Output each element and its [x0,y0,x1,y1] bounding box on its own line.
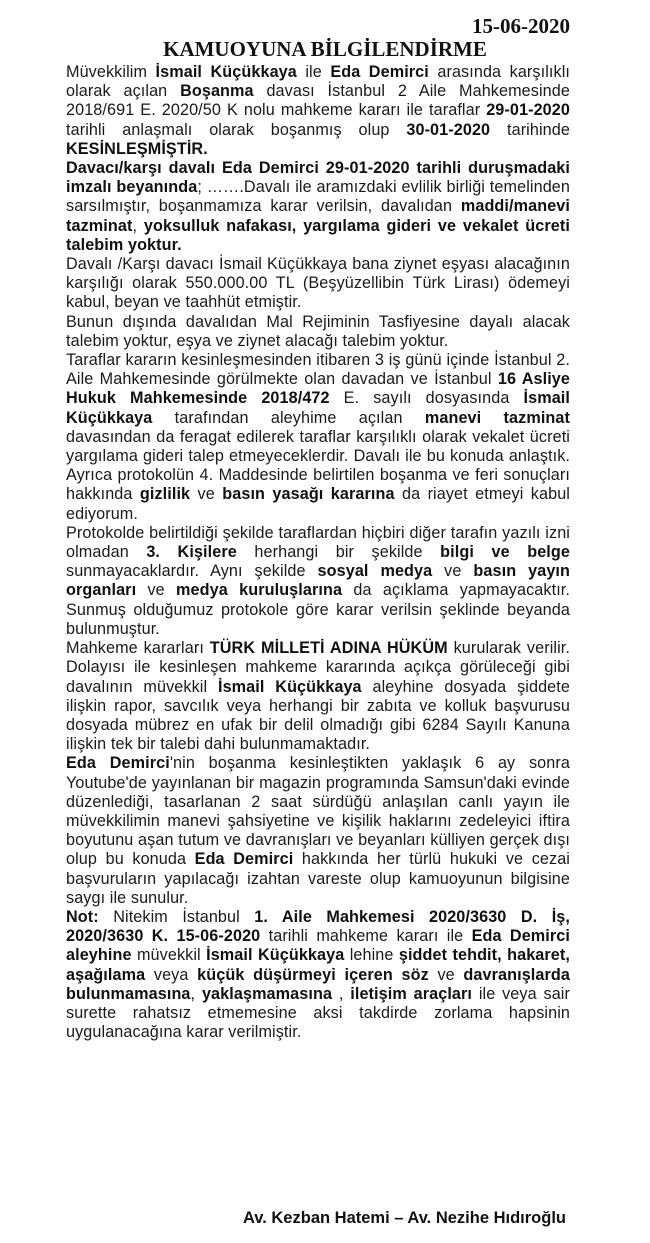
text-run: ve [136,581,177,600]
paragraph [66,908,570,1042]
text-run: davasından da feragat edilerek taraflar karşılıklı olarak vekalet ücreti yargılama gideri talep etmeyeceklerdir. Davalı ile bu konuda anlaştık. Ayrıca protokolün 4. Maddesinde belirtilen boşanma ve feri sonuçları hakkında [66,427,570,504]
text-run: E. sayılı dosyasında [329,389,524,408]
bold-text-run: gizlilik [139,485,191,504]
bold-text-run: basın yasağı kararına [222,485,395,504]
text-run: Nitekim İstanbul [98,907,255,926]
bold-text-run: bilgi ve belge [440,543,570,562]
text-run: tarihli mahkeme kararı ile [260,927,472,946]
paragraph [66,255,570,313]
text-run: ile [296,63,331,81]
bold-text-run: İsmail Küçükkaya [206,946,345,965]
bold-text-run: Eda Demirci [194,850,294,869]
bold-text-run: Eda Demirci [66,754,170,773]
paragraph [66,524,570,639]
paragraph [66,63,570,159]
text-run: tarihinde [490,120,570,139]
bold-text-run: davranışlarda bulunmamasına [66,965,570,1003]
text-run: 'nin boşanma kesinleştikten yaklaşık 6 ay sonra Youtube'de yayınlanan bir magazin programında Samsun'daki evinde düzenlediği, tasarlanan 2 saat sürdüğü anlaşılan canlı yayın ile müvekkilimin manevi şahsiyetine ve kişilik haklarını zedeleyici iftira boyutunu aşan tutum ve davranışları ve beyanları külliyen gerçek dışı olup bu konuda [66,754,570,869]
bold-text-run: yoksulluk nafakası, yargılama gideri ve vekalet ücreti talebim yoktur. [66,216,570,254]
paragraph [66,639,570,754]
bold-text-run: maddi/manevi tazminat [66,197,570,235]
text-run: hakkında her türlü hukuki ve cezai başvuruların yapılacağı izahtan vareste olup kamuoyunun bilgisine saygı ile sunulur. [66,850,570,907]
paragraph [66,351,570,524]
bold-text-run: Boşanma [180,82,254,101]
bold-text-run: Eda Demirci [330,63,429,81]
text-run: müvekkil [131,946,207,965]
signature: Av. Kezban Hatemi – Av. Nezihe Hıdıroğlu [242,1209,566,1227]
text-run: sunmayacaklardır. Aynı şekilde [66,562,318,581]
text-run: Bunun dışında davalıdan Mal Rejiminin Tasfiyesine dayalı alacak talebim yoktur, eşya ve ziynet alacağı talebim yoktur. [66,312,570,350]
bold-text-run: Not: [66,907,99,926]
text-run: , [190,984,202,1003]
text-run: ; …….Davalı ile aramızdaki evlilik birliği temelinden sarsılmıştır, boşanmamıza karar verilsin, davalıdan [66,178,570,216]
bold-text-run: İsmail Küçükkaya [66,389,570,427]
bold-text-run: 1. Aile Mahkemesi 2020/3630 D. İş, 2020/3630 K. 15-06-2020 [66,907,570,946]
text-run: arasında karşılıklı olarak açılan [66,63,570,101]
bold-text-run: iletişim araçları [350,984,473,1003]
bold-text-run: 29-01-2020 [486,101,570,120]
paragraph [66,159,570,255]
bold-text-run: sosyal medya [317,562,433,581]
text-run: kurularak verilir. Dolayısı ile kesinleşen mahkeme kararında açıkça görüleceği gibi davalının müvekkil [66,639,570,696]
text-run: lehine [344,946,399,965]
bold-text-run: Davacı/karşı davalı Eda Demirci 29-01-2020 tarihli duruşmadaki imzalı beyanında [66,159,570,197]
text-run: Taraflar kararın kesinleşmesinden itibaren 3 iş günü içinde İstanbul 2. Aile Mahkemesinde görülmekte olan davadan ve İstanbul [66,351,570,389]
text-run: davası İstanbul 2 Aile Mahkemesinde 2018/691 E. 2020/50 K nolu mahkeme kararı ile taraflar [66,82,570,120]
text-run: herhangi bir şekilde [236,543,441,562]
text-run: ve [428,965,464,984]
text-run: veya [145,965,198,984]
text-run: Mahkeme kararları [66,639,210,658]
text-run: da açıklama yapmayacaktır. Sunmuş olduğumuz protokole göre karar verilsin şeklinde beyanda bulunmuştur. [66,581,570,638]
bold-text-run: basın yayın organları [66,562,571,600]
text-run: ile veya sair surette rahatsız etmemesine aksi takdirde zorlama hapsinin uygulanacağına karar verilmiştir. [66,984,570,1042]
bold-text-run: 16 Asliye Hukuk Mahkemesinde 2018/472 [66,370,570,408]
bold-text-run: Eda Demirci aleyhine [66,927,570,965]
text-run: aleyhine dosyada şiddete ilişkin rapor, savcılık veya herhangi bir zabıta ve kolluk başvurusu dosyada mübrez en ufak bir delil olmadığı gibi 6284 Sayılı Kanuna ilişkin tek bir talebi dahi bulunmamaktadır. [66,677,570,754]
bold-text-run: manevi tazminat [424,408,570,427]
text-run: tarafından aleyhime açılan [152,408,425,427]
bold-text-run: KESİNLEŞMİŞTİR. [66,139,208,158]
document-body [66,63,570,1042]
bold-text-run: şiddet tehdit, hakaret, aşağılama [66,946,570,984]
text-run: tarihli anlaşmalı olarak boşanmış olup [66,120,407,139]
text-run: ve [432,562,474,581]
text-run: Protokolde belirtildiği şekilde taraflardan hiçbiri diğer tarafın yazılı izni olmadan [66,523,570,562]
bold-text-run: medya kuruluşlarına [176,581,343,600]
bold-text-run: küçük düşürmeyi içeren söz [197,965,429,984]
bold-text-run: İsmail Küçükkaya [217,677,362,696]
bold-text-run: 3. Kişilere [146,543,237,562]
paragraph [66,313,570,351]
paragraph [66,754,570,908]
text-run: Davalı /Karşı davacı İsmail Küçükkaya bana ziynet eşyası alacağının karşılığı olarak 550.000.00 TL (Beşyüzellibin Türk Lirası) ödemeyi kabul, beyan ve taahhüt etmiştir. [66,255,570,312]
bold-text-run: TÜRK MİLLETİ ADINA HÜKÜM [209,639,448,658]
text-run: ve [190,485,223,504]
text-run: , [332,984,351,1003]
bold-text-run: 30-01-2020 [406,120,491,139]
text-run: Müvekkilim [66,63,156,81]
text-run: da riayet etmeyi kabul ediyorum. [66,485,570,523]
document-title: KAMUOYUNA BİLGİLENDİRME [163,37,487,61]
bold-text-run: yaklaşmamasına [201,984,333,1003]
text-run: , [132,216,144,235]
document-date: 15-06-2020 [472,14,570,38]
bold-text-run: İsmail Küçükkaya [155,63,297,81]
